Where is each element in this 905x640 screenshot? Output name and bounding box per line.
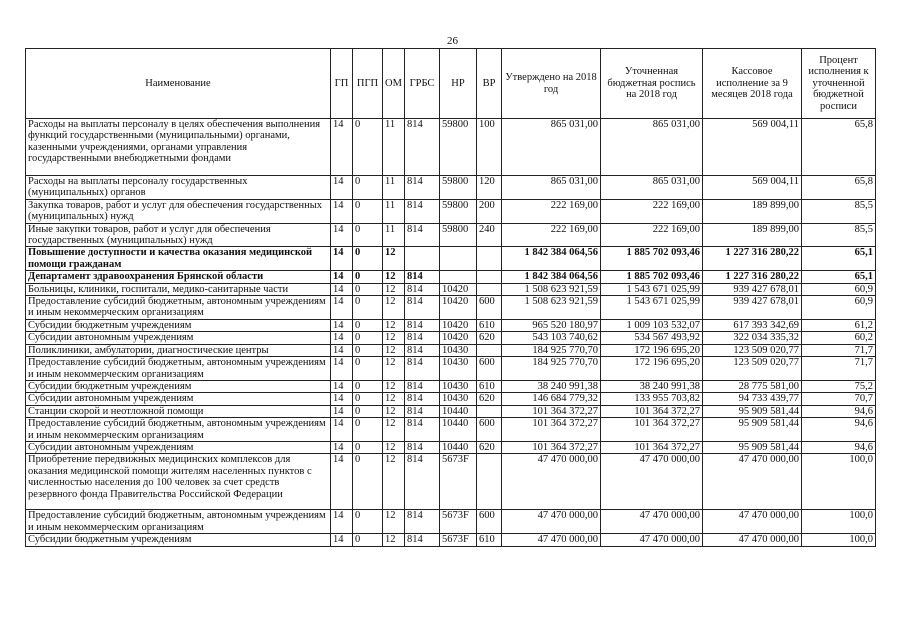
row-gp: 14 [331, 199, 353, 223]
row-pgp: 0 [353, 271, 383, 283]
row-nr: 59800 [440, 199, 477, 223]
row-vr: 100 [477, 119, 502, 176]
table-row [26, 319, 876, 331]
row-grbs: 814 [405, 344, 440, 356]
row-percent: 100,0 [802, 534, 876, 546]
row-vr: 600 [477, 296, 502, 320]
row-approved: 184 925 770,70 [502, 344, 601, 356]
table-row [26, 441, 876, 453]
table-row [26, 534, 876, 546]
table-row [26, 510, 876, 534]
table-row [26, 223, 876, 247]
row-vr: 600 [477, 418, 502, 442]
table-row [26, 344, 876, 356]
row-name: Предоставление субсидий бюджетным, автономным учреждениям и иным некоммерческим организациям [26, 296, 331, 320]
col-header-gp: ГП [331, 49, 353, 119]
row-approved: 101 364 372,27 [502, 405, 601, 417]
row-name: Приобретение передвижных медицинских комплексов для оказания медицинской помощи жителям населенных пунктов с численностью населения до 100 человек за счет средств резервного фонда Правительства Российской Федерации [26, 454, 331, 510]
row-gp: 14 [331, 393, 353, 405]
col-header-percent: Процент исполнения к уточненной бюджетной росписи [802, 49, 876, 119]
row-pgp: 0 [353, 534, 383, 546]
row-percent: 70,7 [802, 393, 876, 405]
row-gp: 14 [331, 418, 353, 442]
row-percent: 65,8 [802, 119, 876, 176]
row-name: Поликлиники, амбулатории, диагностические центры [26, 344, 331, 356]
row-gp: 14 [331, 510, 353, 534]
table-row [26, 271, 876, 283]
row-vr: 600 [477, 510, 502, 534]
row-om: 12 [383, 405, 405, 417]
row-refined: 47 470 000,00 [601, 454, 703, 510]
budget-table [25, 48, 876, 547]
row-pgp: 0 [353, 380, 383, 392]
row-refined: 101 364 372,27 [601, 441, 703, 453]
row-pgp: 0 [353, 223, 383, 247]
row-pgp: 0 [353, 247, 383, 271]
row-percent: 94,6 [802, 418, 876, 442]
col-header-om: ОМ [383, 49, 405, 119]
row-vr [477, 283, 502, 295]
row-pgp: 0 [353, 176, 383, 200]
row-refined: 47 470 000,00 [601, 510, 703, 534]
row-name: Больницы, клиники, госпитали, медико-санитарные части [26, 283, 331, 295]
row-refined: 1 543 671 025,99 [601, 283, 703, 295]
row-vr [477, 454, 502, 510]
row-om: 11 [383, 119, 405, 176]
row-approved: 146 684 779,32 [502, 393, 601, 405]
row-gp: 14 [331, 283, 353, 295]
row-pgp: 0 [353, 199, 383, 223]
row-cash: 189 899,00 [703, 199, 802, 223]
row-om: 12 [383, 357, 405, 381]
row-nr: 10430 [440, 380, 477, 392]
row-cash: 47 470 000,00 [703, 510, 802, 534]
table-row [26, 393, 876, 405]
row-refined: 101 364 372,27 [601, 418, 703, 442]
row-name: Субсидии бюджетным учреждениям [26, 319, 331, 331]
row-approved: 1 508 623 921,59 [502, 283, 601, 295]
row-vr: 610 [477, 319, 502, 331]
table-row [26, 357, 876, 381]
row-nr: 10440 [440, 441, 477, 453]
row-cash: 1 227 316 280,22 [703, 271, 802, 283]
row-pgp: 0 [353, 319, 383, 331]
row-nr: 10430 [440, 344, 477, 356]
row-approved: 865 031,00 [502, 119, 601, 176]
row-cash: 47 470 000,00 [703, 534, 802, 546]
row-name: Станции скорой и неотложной помощи [26, 405, 331, 417]
col-header-nr: НР [440, 49, 477, 119]
row-name: Субсидии автономным учреждениям [26, 393, 331, 405]
row-percent: 94,6 [802, 405, 876, 417]
table-row [26, 405, 876, 417]
row-grbs: 814 [405, 176, 440, 200]
row-cash: 939 427 678,01 [703, 296, 802, 320]
row-nr: 10440 [440, 418, 477, 442]
row-refined: 1 009 103 532,07 [601, 319, 703, 331]
row-nr: 10420 [440, 283, 477, 295]
row-percent: 94,6 [802, 441, 876, 453]
row-name: Предоставление субсидий бюджетным, автономным учреждениям и иным некоммерческим организациям [26, 418, 331, 442]
row-grbs: 814 [405, 283, 440, 295]
row-name: Иные закупки товаров, работ и услуг для обеспечения государственных (муниципальных) нужд [26, 223, 331, 247]
table-row [26, 283, 876, 295]
row-gp: 14 [331, 357, 353, 381]
row-cash: 569 004,11 [703, 176, 802, 200]
row-approved: 222 169,00 [502, 199, 601, 223]
row-vr [477, 405, 502, 417]
row-percent: 60,9 [802, 296, 876, 320]
row-vr [477, 247, 502, 271]
row-nr [440, 247, 477, 271]
row-om: 12 [383, 393, 405, 405]
row-nr: 10440 [440, 405, 477, 417]
row-refined: 534 567 493,92 [601, 332, 703, 344]
table-row [26, 119, 876, 176]
table-row [26, 332, 876, 344]
row-vr: 610 [477, 380, 502, 392]
table-body [26, 119, 876, 547]
table-row [26, 176, 876, 200]
row-gp: 14 [331, 405, 353, 417]
col-header-approved: Утверждено на 2018 год [502, 49, 601, 119]
row-approved: 101 364 372,27 [502, 441, 601, 453]
row-cash: 94 733 439,77 [703, 393, 802, 405]
row-om: 12 [383, 247, 405, 271]
row-gp: 14 [331, 441, 353, 453]
row-percent: 65,1 [802, 247, 876, 271]
row-nr: 59800 [440, 119, 477, 176]
row-om: 12 [383, 418, 405, 442]
row-pgp: 0 [353, 441, 383, 453]
row-pgp: 0 [353, 357, 383, 381]
row-cash: 123 509 020,77 [703, 344, 802, 356]
row-gp: 14 [331, 319, 353, 331]
row-cash: 569 004,11 [703, 119, 802, 176]
row-om: 12 [383, 534, 405, 546]
row-refined: 1 885 702 093,46 [601, 247, 703, 271]
row-refined: 1 543 671 025,99 [601, 296, 703, 320]
row-nr: 10420 [440, 319, 477, 331]
row-refined: 101 364 372,27 [601, 405, 703, 417]
row-om: 12 [383, 441, 405, 453]
row-gp: 14 [331, 454, 353, 510]
row-vr [477, 344, 502, 356]
row-refined: 172 196 695,20 [601, 357, 703, 381]
row-pgp: 0 [353, 405, 383, 417]
col-header-cash: Кассовое исполнение за 9 месяцев 2018 года [703, 49, 802, 119]
row-grbs: 814 [405, 271, 440, 283]
row-gp: 14 [331, 176, 353, 200]
row-om: 12 [383, 271, 405, 283]
row-refined: 38 240 991,38 [601, 380, 703, 392]
row-refined: 865 031,00 [601, 119, 703, 176]
row-gp: 14 [331, 247, 353, 271]
row-nr: 10420 [440, 332, 477, 344]
row-name: Субсидии бюджетным учреждениям [26, 380, 331, 392]
table-row [26, 454, 876, 510]
row-grbs: 814 [405, 380, 440, 392]
row-pgp: 0 [353, 296, 383, 320]
row-om: 12 [383, 454, 405, 510]
row-pgp: 0 [353, 283, 383, 295]
row-cash: 47 470 000,00 [703, 454, 802, 510]
row-percent: 60,9 [802, 283, 876, 295]
row-gp: 14 [331, 271, 353, 283]
row-percent: 75,2 [802, 380, 876, 392]
row-om: 12 [383, 380, 405, 392]
row-cash: 95 909 581,44 [703, 405, 802, 417]
row-pgp: 0 [353, 418, 383, 442]
row-cash: 1 227 316 280,22 [703, 247, 802, 271]
row-grbs [405, 247, 440, 271]
col-header-pgp: ПГП [353, 49, 383, 119]
row-name: Предоставление субсидий бюджетным, автономным учреждениям и иным некоммерческим организациям [26, 357, 331, 381]
row-vr: 610 [477, 534, 502, 546]
row-name: Субсидии бюджетным учреждениям [26, 534, 331, 546]
row-nr [440, 271, 477, 283]
row-refined: 133 955 703,82 [601, 393, 703, 405]
row-gp: 14 [331, 296, 353, 320]
row-cash: 322 034 335,32 [703, 332, 802, 344]
row-approved: 38 240 991,38 [502, 380, 601, 392]
row-nr: 5673F [440, 454, 477, 510]
row-pgp: 0 [353, 119, 383, 176]
row-name: Предоставление субсидий бюджетным, автономным учреждениям и иным некоммерческим организациям [26, 510, 331, 534]
row-om: 12 [383, 283, 405, 295]
row-percent: 65,1 [802, 271, 876, 283]
row-percent: 100,0 [802, 454, 876, 510]
col-header-name: Наименование [26, 49, 331, 119]
row-nr: 5673F [440, 534, 477, 546]
row-percent: 60,2 [802, 332, 876, 344]
page-number: 26 [447, 35, 458, 47]
row-approved: 184 925 770,70 [502, 357, 601, 381]
row-vr: 620 [477, 332, 502, 344]
row-grbs: 814 [405, 332, 440, 344]
table-header-row [26, 49, 876, 119]
row-om: 12 [383, 296, 405, 320]
row-vr: 200 [477, 199, 502, 223]
row-refined: 1 885 702 093,46 [601, 271, 703, 283]
row-grbs: 814 [405, 119, 440, 176]
row-refined: 172 196 695,20 [601, 344, 703, 356]
row-grbs: 814 [405, 418, 440, 442]
row-name: Расходы на выплаты персоналу государственных (муниципальных) органов [26, 176, 331, 200]
row-cash: 123 509 020,77 [703, 357, 802, 381]
row-cash: 95 909 581,44 [703, 441, 802, 453]
col-header-vr: ВР [477, 49, 502, 119]
row-om: 12 [383, 319, 405, 331]
row-vr: 620 [477, 441, 502, 453]
row-refined: 222 169,00 [601, 223, 703, 247]
row-pgp: 0 [353, 510, 383, 534]
row-approved: 865 031,00 [502, 176, 601, 200]
row-om: 12 [383, 332, 405, 344]
row-grbs: 814 [405, 441, 440, 453]
row-om: 12 [383, 344, 405, 356]
table-row [26, 247, 876, 271]
row-pgp: 0 [353, 393, 383, 405]
row-approved: 101 364 372,27 [502, 418, 601, 442]
row-gp: 14 [331, 223, 353, 247]
row-grbs: 814 [405, 199, 440, 223]
row-cash: 95 909 581,44 [703, 418, 802, 442]
row-om: 12 [383, 510, 405, 534]
row-vr: 620 [477, 393, 502, 405]
col-header-grbs: ГРБС [405, 49, 440, 119]
table-row [26, 296, 876, 320]
row-approved: 1 508 623 921,59 [502, 296, 601, 320]
row-grbs: 814 [405, 510, 440, 534]
row-nr: 10430 [440, 357, 477, 381]
row-refined: 865 031,00 [601, 176, 703, 200]
row-grbs: 814 [405, 357, 440, 381]
row-nr: 59800 [440, 223, 477, 247]
table-row [26, 199, 876, 223]
row-refined: 47 470 000,00 [601, 534, 703, 546]
row-approved: 47 470 000,00 [502, 510, 601, 534]
row-approved: 543 103 740,62 [502, 332, 601, 344]
row-percent: 85,5 [802, 223, 876, 247]
row-grbs: 814 [405, 319, 440, 331]
row-name: Повышение доступности и качества оказания медицинской помощи гражданам [26, 247, 331, 271]
row-vr [477, 271, 502, 283]
row-grbs: 814 [405, 296, 440, 320]
row-name: Субсидии автономным учреждениям [26, 332, 331, 344]
row-refined: 222 169,00 [601, 199, 703, 223]
row-cash: 617 393 342,69 [703, 319, 802, 331]
row-pgp: 0 [353, 344, 383, 356]
row-gp: 14 [331, 119, 353, 176]
row-approved: 1 842 384 064,56 [502, 271, 601, 283]
row-om: 11 [383, 199, 405, 223]
row-grbs: 814 [405, 534, 440, 546]
row-cash: 28 775 581,00 [703, 380, 802, 392]
row-vr: 240 [477, 223, 502, 247]
row-grbs: 814 [405, 393, 440, 405]
row-grbs: 814 [405, 223, 440, 247]
row-name: Департамент здравоохранения Брянской области [26, 271, 331, 283]
row-percent: 65,8 [802, 176, 876, 200]
row-approved: 222 169,00 [502, 223, 601, 247]
row-vr: 600 [477, 357, 502, 381]
row-approved: 47 470 000,00 [502, 534, 601, 546]
row-gp: 14 [331, 380, 353, 392]
row-nr: 59800 [440, 176, 477, 200]
row-pgp: 0 [353, 332, 383, 344]
row-om: 11 [383, 176, 405, 200]
table-row [26, 380, 876, 392]
row-gp: 14 [331, 344, 353, 356]
row-percent: 61,2 [802, 319, 876, 331]
row-percent: 71,7 [802, 344, 876, 356]
col-header-refined: Уточненная бюджетная роспись на 2018 год [601, 49, 703, 119]
row-gp: 14 [331, 332, 353, 344]
row-percent: 71,7 [802, 357, 876, 381]
row-om: 11 [383, 223, 405, 247]
row-cash: 939 427 678,01 [703, 283, 802, 295]
row-gp: 14 [331, 534, 353, 546]
row-approved: 1 842 384 064,56 [502, 247, 601, 271]
row-nr: 10430 [440, 393, 477, 405]
row-name: Субсидии автономным учреждениям [26, 441, 331, 453]
row-nr: 5673F [440, 510, 477, 534]
row-grbs: 814 [405, 454, 440, 510]
row-nr: 10420 [440, 296, 477, 320]
row-approved: 965 520 180,97 [502, 319, 601, 331]
row-name: Закупка товаров, работ и услуг для обеспечения государственных (муниципальных) нужд [26, 199, 331, 223]
row-pgp: 0 [353, 454, 383, 510]
table-row [26, 418, 876, 442]
row-vr: 120 [477, 176, 502, 200]
row-grbs: 814 [405, 405, 440, 417]
row-percent: 85,5 [802, 199, 876, 223]
row-percent: 100,0 [802, 510, 876, 534]
row-cash: 189 899,00 [703, 223, 802, 247]
row-name: Расходы на выплаты персоналу в целях обеспечения выполнения функций государственными (муниципальными) органами, казенными учреждениями, органами управления государственными внебюджетными фондами [26, 119, 331, 176]
row-approved: 47 470 000,00 [502, 454, 601, 510]
